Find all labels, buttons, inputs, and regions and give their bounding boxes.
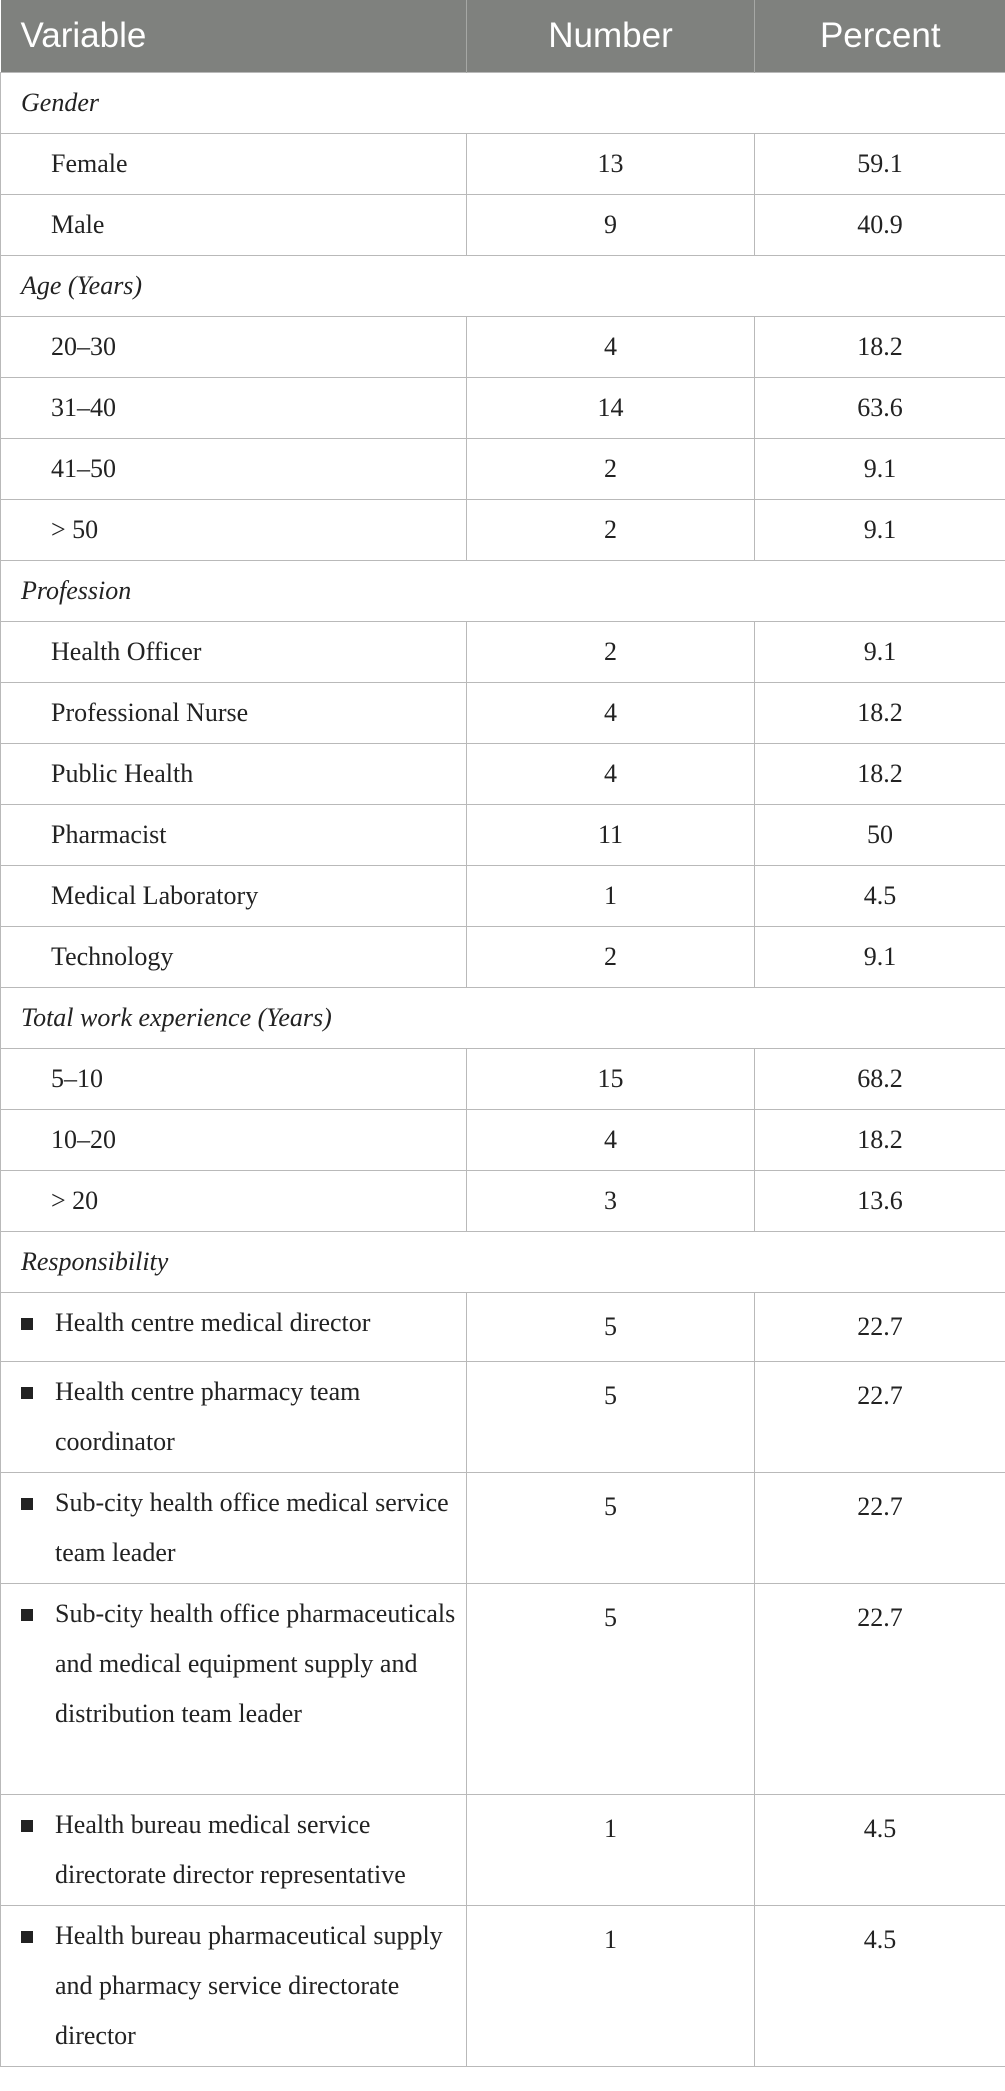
header-number: Number bbox=[467, 0, 755, 73]
table-row bbox=[1, 1473, 1005, 1584]
row-number: 13 bbox=[467, 134, 755, 195]
row-label: 5–10 bbox=[1, 1049, 467, 1110]
row-label-cell bbox=[1, 1293, 467, 1362]
row-percent: 18.2 bbox=[755, 1110, 1005, 1171]
section-title: Responsibility bbox=[1, 1232, 1005, 1293]
row-percent: 4.5 bbox=[755, 1795, 1005, 1906]
section-title: Gender bbox=[1, 73, 1005, 134]
row-percent: 59.1 bbox=[755, 134, 1005, 195]
header-percent: Percent bbox=[755, 0, 1005, 73]
table-row bbox=[1, 927, 1005, 988]
row-percent: 18.2 bbox=[755, 744, 1005, 805]
row-number: 5 bbox=[467, 1362, 755, 1473]
row-percent: 22.7 bbox=[755, 1473, 1005, 1584]
row-label: 31–40 bbox=[1, 378, 467, 439]
row-percent: 22.7 bbox=[755, 1362, 1005, 1473]
section-age bbox=[1, 256, 1005, 317]
row-label: > 50 bbox=[1, 500, 467, 561]
row-label: Health centre pharmacy team coordinator bbox=[55, 1377, 361, 1456]
row-percent: 18.2 bbox=[755, 683, 1005, 744]
table-row bbox=[1, 1293, 1005, 1362]
table-row bbox=[1, 622, 1005, 683]
row-label-cell bbox=[1, 1362, 467, 1473]
row-label: 41–50 bbox=[1, 439, 467, 500]
table-row bbox=[1, 1795, 1005, 1906]
row-percent: 9.1 bbox=[755, 622, 1005, 683]
row-label: Health bureau pharmaceutical supply and pharmacy service directorate director bbox=[55, 1921, 443, 2050]
table-row bbox=[1, 1906, 1005, 2067]
row-percent: 9.1 bbox=[755, 439, 1005, 500]
row-label: Professional Nurse bbox=[1, 683, 467, 744]
row-number: 1 bbox=[467, 866, 755, 927]
table-row bbox=[1, 805, 1005, 866]
table-row bbox=[1, 378, 1005, 439]
row-percent: 63.6 bbox=[755, 378, 1005, 439]
table-row bbox=[1, 1362, 1005, 1473]
table-row bbox=[1, 744, 1005, 805]
row-label-cell bbox=[1, 1473, 467, 1584]
row-number: 3 bbox=[467, 1171, 755, 1232]
row-percent: 18.2 bbox=[755, 317, 1005, 378]
header-variable: Variable bbox=[1, 0, 467, 73]
section-profession bbox=[1, 561, 1005, 622]
row-percent: 40.9 bbox=[755, 195, 1005, 256]
row-label: Health Officer bbox=[1, 622, 467, 683]
square-bullet-icon bbox=[21, 1387, 33, 1399]
section-experience bbox=[1, 988, 1005, 1049]
row-percent: 22.7 bbox=[755, 1293, 1005, 1362]
row-label: 10–20 bbox=[1, 1110, 467, 1171]
section-title: Age (Years) bbox=[1, 256, 1005, 317]
row-number: 5 bbox=[467, 1293, 755, 1362]
row-label: Male bbox=[1, 195, 467, 256]
row-number: 1 bbox=[467, 1795, 755, 1906]
header-row bbox=[1, 0, 1005, 73]
table-row bbox=[1, 500, 1005, 561]
row-label: Public Health bbox=[1, 744, 467, 805]
row-label: 20–30 bbox=[1, 317, 467, 378]
table-row bbox=[1, 1110, 1005, 1171]
row-label: > 20 bbox=[1, 1171, 467, 1232]
row-percent: 13.6 bbox=[755, 1171, 1005, 1232]
row-number: 2 bbox=[467, 927, 755, 988]
section-title: Total work experience (Years) bbox=[1, 988, 1005, 1049]
row-number: 4 bbox=[467, 683, 755, 744]
table-row bbox=[1, 866, 1005, 927]
row-number: 9 bbox=[467, 195, 755, 256]
row-number: 15 bbox=[467, 1049, 755, 1110]
square-bullet-icon bbox=[21, 1318, 33, 1330]
row-number: 14 bbox=[467, 378, 755, 439]
row-label: Pharmacist bbox=[1, 805, 467, 866]
row-number: 5 bbox=[467, 1473, 755, 1584]
table-row bbox=[1, 195, 1005, 256]
row-number: 5 bbox=[467, 1584, 755, 1795]
row-label-cell bbox=[1, 1584, 467, 1795]
row-label: Health centre medical director bbox=[55, 1308, 371, 1337]
square-bullet-icon bbox=[21, 1609, 33, 1621]
row-percent: 9.1 bbox=[755, 927, 1005, 988]
table-row bbox=[1, 134, 1005, 195]
row-number: 4 bbox=[467, 744, 755, 805]
table-row bbox=[1, 683, 1005, 744]
row-percent: 9.1 bbox=[755, 500, 1005, 561]
square-bullet-icon bbox=[21, 1931, 33, 1943]
table-row bbox=[1, 439, 1005, 500]
row-number: 2 bbox=[467, 439, 755, 500]
row-percent: 50 bbox=[755, 805, 1005, 866]
row-label: Sub-city health office medical service team leader bbox=[55, 1488, 449, 1567]
row-percent: 4.5 bbox=[755, 1906, 1005, 2067]
section-responsibility bbox=[1, 1232, 1005, 1293]
row-percent: 22.7 bbox=[755, 1584, 1005, 1795]
row-label: Female bbox=[1, 134, 467, 195]
square-bullet-icon bbox=[21, 1498, 33, 1510]
table-row bbox=[1, 317, 1005, 378]
row-label: Health bureau medical service directorate director representative bbox=[55, 1810, 406, 1889]
section-title: Profession bbox=[1, 561, 1005, 622]
row-number: 2 bbox=[467, 622, 755, 683]
row-number: 11 bbox=[467, 805, 755, 866]
row-number: 1 bbox=[467, 1906, 755, 2067]
row-label-cell bbox=[1, 1795, 467, 1906]
row-number: 4 bbox=[467, 317, 755, 378]
row-label: Medical Laboratory bbox=[1, 866, 467, 927]
row-label: Sub-city health office pharmaceuticals and medical equipment supply and distribution team leader bbox=[55, 1599, 456, 1728]
row-number: 2 bbox=[467, 500, 755, 561]
row-number: 4 bbox=[467, 1110, 755, 1171]
row-label: Technology bbox=[1, 927, 467, 988]
row-percent: 68.2 bbox=[755, 1049, 1005, 1110]
section-gender bbox=[1, 73, 1005, 134]
table-row bbox=[1, 1049, 1005, 1110]
table-row bbox=[1, 1171, 1005, 1232]
row-label-cell bbox=[1, 1906, 467, 2067]
row-percent: 4.5 bbox=[755, 866, 1005, 927]
square-bullet-icon bbox=[21, 1820, 33, 1832]
table-row bbox=[1, 1584, 1005, 1795]
